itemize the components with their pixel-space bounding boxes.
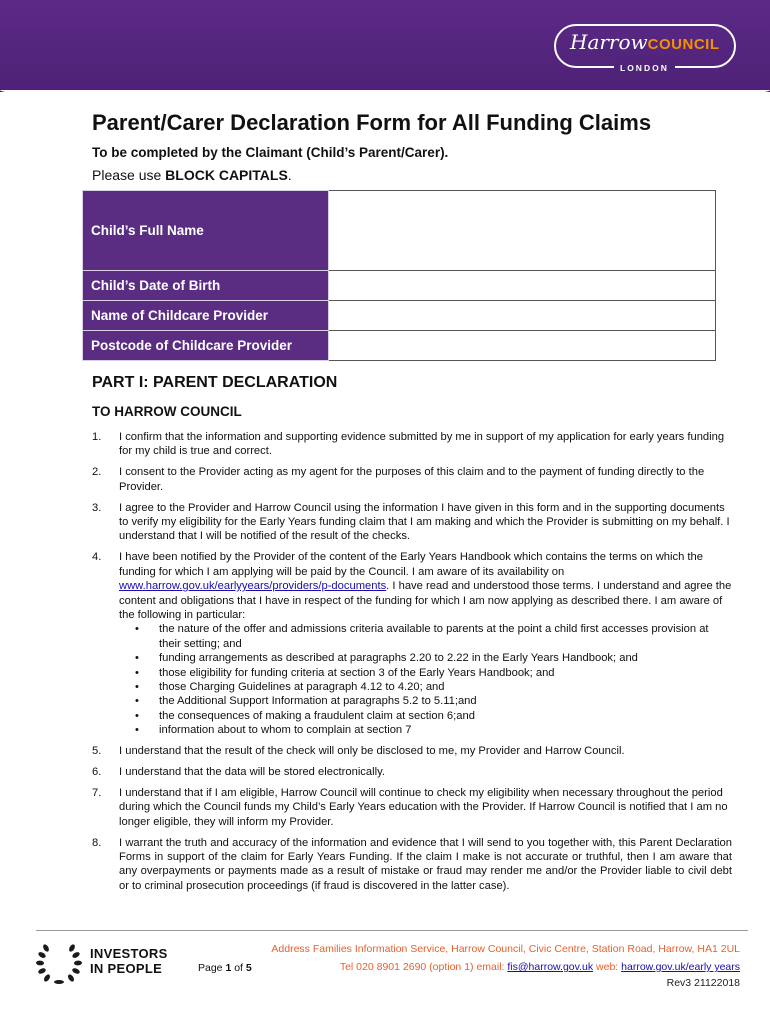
child-full-name-field[interactable] bbox=[329, 191, 716, 271]
item-text-before-link: I have been notified by the Provider of the content of the Early Years Handbook which contains the terms on which the funding for which I am applying will be paid by the Council. I am aware of its availability on bbox=[119, 551, 703, 578]
provider-postcode-field[interactable] bbox=[329, 331, 716, 361]
web-label: web: bbox=[593, 961, 622, 973]
item-text: I consent to the Provider acting as my agent for the purposes of this claim and to the payment of funding directly to the Provider. bbox=[119, 466, 705, 493]
investors-in-people-logo bbox=[36, 942, 186, 982]
early-years-documents-link[interactable]: www.harrow.gov.uk/earlyyears/providers/p-documents bbox=[119, 580, 387, 593]
item-number: 4. bbox=[92, 551, 102, 564]
handbook-bullet-list bbox=[119, 622, 732, 737]
to-harrow-council-heading: TO HARROW COUNCIL bbox=[92, 404, 242, 419]
page-prefix: Page bbox=[198, 962, 226, 974]
list-item bbox=[92, 550, 732, 737]
instruction-bold: BLOCK CAPITALS bbox=[165, 167, 288, 183]
item-number: 7. bbox=[92, 786, 102, 799]
bullet-item: • the nature of the offer and admissions criteria available to parents at the point a child first accesses provision at their setting; and bbox=[119, 622, 732, 651]
table-row bbox=[83, 331, 716, 361]
harrow-council-logo bbox=[554, 24, 736, 73]
item-text: I understand that if I am eligible, Harrow Council will continue to check my eligibility when necessary throughout the period during which the Council funds my Child’s Early Years education with the Provider. If Harrow Council is notified that I am no longer eligible, they will inform my Provider. bbox=[119, 786, 728, 828]
list-item bbox=[92, 744, 732, 758]
table-row bbox=[83, 301, 716, 331]
logo-harrow-text: Harrow bbox=[570, 30, 648, 54]
header-band bbox=[0, 0, 770, 92]
page-number bbox=[198, 962, 252, 974]
iip-line-1: INVESTORS bbox=[90, 946, 168, 961]
address-label: Address bbox=[271, 943, 310, 955]
bullet-item: • those Charging Guidelines at paragraph 4.12 to 4.20; and bbox=[119, 680, 732, 694]
item-text: I warrant the truth and accuracy of the information and evidence that I will send to you together with, this Parent Declaration Forms in support of the claim for Early Years Funding. If the claim I make is not accurate or truthful, then I am aware that any overpayments or payments made as a result of mistake or fraud may render me and/or the Provider liable to civil debt or to criminal prosecution proceedings (if fraud is discovered in the latter case). bbox=[119, 836, 732, 892]
field-label-provider-postcode: Postcode of Childcare Provider bbox=[83, 331, 329, 361]
item-number: 5. bbox=[92, 745, 102, 758]
bullet-item: • the Additional Support Information at paragraphs 5.2 to 5.11;and bbox=[119, 694, 732, 708]
item-number: 6. bbox=[92, 766, 102, 779]
web-link[interactable]: harrow.gov.uk/early years bbox=[621, 961, 740, 973]
address-text: Families Information Service, Harrow Council, Civic Centre, Station Road, Harrow, HA1 2UL bbox=[309, 943, 740, 955]
iip-wordmark bbox=[90, 946, 168, 976]
form-subtitle: To be completed by the Claimant (Child’s Parent/Carer). bbox=[92, 145, 449, 160]
item-text: I confirm that the information and supporting evidence submitted by me in support of my application for early years funding for my child is true and correct. bbox=[119, 431, 725, 458]
footer-divider bbox=[36, 930, 748, 931]
item-number: 2. bbox=[92, 466, 102, 479]
field-label-provider-name: Name of Childcare Provider bbox=[83, 301, 329, 331]
page-total: 5 bbox=[245, 962, 252, 974]
list-item bbox=[92, 430, 732, 459]
footer-address bbox=[271, 943, 740, 955]
table-row bbox=[83, 271, 716, 301]
bullet-item: • information about to whom to complain at section 7 bbox=[119, 723, 732, 737]
declaration-list bbox=[92, 430, 732, 900]
item-text: I agree to the Provider and Harrow Council using the information I have given in this form and in the supporting documents to verify my eligibility for the Early Years funding claim that I am making and which the Provider is submitting on my behalf. I understand that I will be notified of the result of the checks. bbox=[119, 501, 730, 543]
item-text: I understand that the data will be stored electronically. bbox=[119, 766, 385, 779]
list-item bbox=[92, 465, 732, 494]
list-item bbox=[92, 765, 732, 779]
item-number: 8. bbox=[92, 836, 102, 849]
table-row bbox=[83, 191, 716, 271]
instruction-prefix: Please use bbox=[92, 167, 166, 183]
tel-text: 020 8901 2690 (option 1) email: bbox=[353, 961, 508, 973]
list-item bbox=[92, 836, 732, 894]
field-label-child-full-name: Child’s Full Name bbox=[83, 191, 329, 271]
provider-name-field[interactable] bbox=[329, 301, 716, 331]
instruction-suffix: . bbox=[287, 167, 292, 183]
field-label-child-dob: Child’s Date of Birth bbox=[83, 271, 329, 301]
page-title: Parent/Carer Declaration Form for All Funding Claims bbox=[92, 110, 652, 135]
child-details-table bbox=[82, 190, 716, 361]
list-item bbox=[92, 501, 732, 544]
list-item bbox=[92, 786, 732, 829]
logo-london-text: LONDON bbox=[614, 63, 675, 73]
bullet-item: • the consequences of making a fraudulent claim at section 6;and bbox=[119, 709, 732, 723]
form-instruction bbox=[92, 167, 292, 183]
revision-label: Rev3 21122018 bbox=[666, 977, 740, 989]
item-number: 3. bbox=[92, 501, 102, 514]
tel-label: Tel bbox=[339, 961, 354, 973]
item-text: I understand that the result of the check will only be disclosed to me, my Provider and Harrow Council. bbox=[119, 745, 625, 758]
bullet-item: • those eligibility for funding criteria at section 3 of the Early Years Handbook; and bbox=[119, 666, 732, 680]
part-one-heading: PART I: PARENT DECLARATION bbox=[92, 374, 338, 391]
item-text-after-link: . I have read and understood those terms. I understand and agree the content and obligations that I have in respect of the funding for which I am now applying as described there. I am aware of the following in particular: bbox=[119, 580, 732, 621]
iip-line-2: IN PEOPLE bbox=[90, 961, 163, 976]
footer-contact bbox=[340, 961, 740, 973]
logo-council-text: COUNCIL bbox=[647, 36, 720, 53]
item-number: 1. bbox=[92, 431, 102, 443]
child-dob-field[interactable] bbox=[329, 271, 716, 301]
laurel-wreath-icon bbox=[36, 942, 82, 986]
email-link[interactable]: fis@harrow.gov.uk bbox=[507, 961, 594, 973]
page-current: 1 bbox=[225, 962, 232, 974]
page-of: of bbox=[231, 962, 246, 974]
bullet-item: • funding arrangements as described at paragraphs 2.20 to 2.22 in the Early Years Handbook; and bbox=[119, 651, 732, 665]
